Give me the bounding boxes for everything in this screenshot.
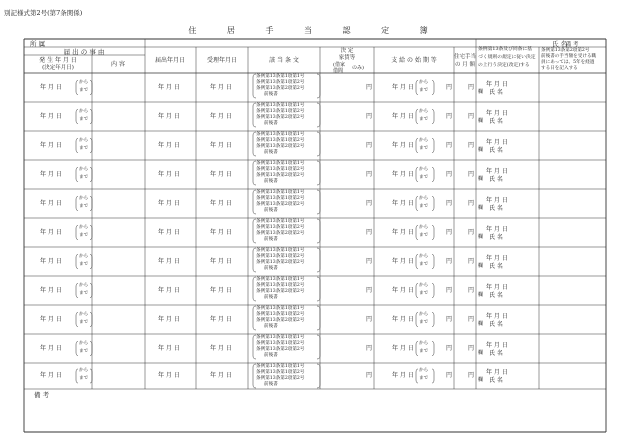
pay-from-label: から [419, 79, 429, 85]
clause-option-1: 条例第13条第1項第1号 [256, 74, 305, 79]
pay-bracket-right [432, 369, 434, 383]
note-date-cell: 年 月 日 [486, 196, 508, 204]
from-label: から [79, 311, 89, 317]
pay-from-label: から [419, 340, 429, 346]
occurrence-date-cell: 年 月 日 [40, 344, 62, 352]
clause-option-3: 条例第13条第2項第2号 [256, 347, 305, 352]
clause-option-1: 条例第13条第1項第1号 [256, 248, 305, 253]
payment-yen: 円 [446, 141, 453, 149]
pay-from-label: から [419, 368, 429, 373]
received-date-cell: 年 月 日 [210, 286, 232, 294]
notified-date-label: 届出年月日 [154, 57, 186, 64]
bracket-right [90, 168, 92, 182]
to-label: まで [79, 116, 89, 122]
clause-option-2: 条例第13条第1項第2号 [256, 225, 305, 230]
clause-option-1: 条例第13条第1項第1号 [256, 219, 305, 224]
received-date-cell: 年 月 日 [210, 112, 232, 120]
occurrence-date-cell: 年 月 日 [40, 141, 62, 149]
clause-option-3: 条例第13条第2項第2号 [256, 289, 305, 294]
occurrence-date-cell: 年 月 日 [40, 315, 62, 323]
from-label: から [79, 224, 89, 230]
pay-bracket-right [432, 81, 434, 95]
bracket-left [76, 197, 78, 211]
pay-bracket-left [416, 197, 418, 211]
received-date-cell: 年 月 日 [210, 170, 232, 178]
clause-bracket-right [317, 103, 320, 127]
clause-option-4: 前後書 [264, 150, 278, 155]
note-column-mark: 欄 [478, 146, 484, 153]
payment-date-cell: 年 月 日 [392, 372, 414, 379]
decision-yen: 円 [366, 315, 373, 323]
occurrence-date-cell: 年 月 日 [40, 170, 62, 178]
pay-from-label: から [419, 108, 429, 114]
to-label: まで [79, 348, 89, 354]
pay-from-label: から [419, 195, 429, 201]
note-name-cell: 氏 名 [489, 88, 503, 96]
clause-option-3: 条例第13条第2項第2号 [256, 115, 305, 120]
pay-bracket-right [432, 139, 434, 153]
clause-bracket-right [317, 74, 320, 98]
from-label: から [79, 137, 89, 143]
remarks-note-line: 前後書の手当額を受ける職 [541, 54, 597, 59]
pay-to-label: まで [419, 232, 429, 238]
pay-bracket-left [416, 168, 418, 182]
pay-bracket-left [416, 284, 418, 298]
clause-bracket-right [317, 335, 320, 359]
pay-bracket-left [416, 139, 418, 153]
note-name-cell: 氏 名 [489, 146, 503, 154]
bracket-left [76, 342, 78, 356]
bracket-right [90, 226, 92, 240]
pay-bracket-right [432, 110, 434, 124]
received-date-cell: 年 月 日 [210, 257, 232, 265]
pay-to-label: まで [419, 145, 429, 151]
decision-yen: 円 [366, 286, 373, 294]
payment-yen: 円 [446, 372, 453, 379]
pay-bracket-right [432, 284, 434, 298]
payment-amount-label: 支 給 の 始 期 等 [391, 57, 437, 64]
payment-yen: 円 [446, 83, 453, 91]
bracket-left [76, 284, 78, 298]
pay-bracket-right [432, 226, 434, 240]
payment-date-cell: 年 月 日 [392, 286, 414, 294]
from-label: から [79, 282, 89, 288]
payment-yen: 円 [446, 286, 453, 294]
notified-date-cell: 年 月 日 [158, 83, 180, 91]
note-column-mark: 欄 [478, 377, 484, 383]
occurrence-date-cell: 年 月 日 [40, 257, 62, 265]
decision-line1-label: 決 定 [340, 48, 354, 54]
notified-date-cell: 年 月 日 [158, 372, 180, 379]
notified-date-cell: 年 月 日 [158, 228, 180, 236]
clause-option-1: 条例第13条第1項第1号 [256, 364, 305, 369]
notification-matter-label: 届 出 の 事 由 [63, 48, 105, 56]
clause-option-2: 条例第13条第1項第2号 [256, 138, 305, 143]
clause-option-4: 前後書 [264, 295, 278, 300]
pay-bracket-right [432, 313, 434, 327]
note-date-cell: 年 月 日 [486, 341, 508, 349]
monthly-yen: 円 [468, 372, 475, 379]
notified-date-cell: 年 月 日 [158, 170, 180, 178]
to-label: まで [79, 376, 89, 381]
clause-option-4: 前後書 [264, 208, 278, 213]
clause-bracket-right [317, 248, 320, 272]
note-column-mark: 欄 [478, 88, 484, 95]
clause-option-3: 条例第13条第2項第2号 [256, 173, 305, 178]
clause-option-4: 前後書 [264, 382, 278, 387]
pay-bracket-right [432, 168, 434, 182]
received-date-cell: 年 月 日 [210, 315, 232, 323]
received-date-label: 受理年月日 [206, 57, 238, 64]
remarks-note-line: する日を記入する [541, 66, 578, 71]
payment-yen: 円 [446, 344, 453, 352]
to-label: まで [79, 232, 89, 238]
clause-option-1: 条例第13条第1項第1号 [256, 277, 305, 282]
bracket-left [76, 369, 78, 383]
note-date-cell: 年 月 日 [486, 369, 508, 376]
pay-bracket-right [432, 197, 434, 211]
clause-option-2: 条例第13条第1項第2号 [256, 370, 305, 375]
decision-yen: 円 [366, 170, 373, 178]
footer-remarks-label: 備 考 [34, 391, 50, 399]
to-label: まで [79, 203, 89, 209]
monthly-yen: 円 [468, 344, 475, 352]
notified-date-cell: 年 月 日 [158, 315, 180, 323]
clause-option-2: 条例第13条第1項第2号 [256, 109, 305, 114]
clause-note-line: づく規則の規定に従い決定 [478, 55, 536, 60]
decision-line2-label: 家賃等 [338, 55, 356, 61]
clause-note-line: の上行う決定(改定)する [478, 63, 530, 68]
note-column-mark: 欄 [478, 320, 484, 327]
clause-option-4: 前後書 [264, 121, 278, 126]
payment-date-cell: 年 月 日 [392, 141, 414, 149]
received-date-cell: 年 月 日 [210, 199, 232, 207]
pay-bracket-left [416, 81, 418, 95]
note-column-mark: 欄 [478, 262, 484, 269]
clause-bracket-right [317, 161, 320, 185]
received-date-cell: 年 月 日 [210, 372, 232, 379]
pay-bracket-right [432, 342, 434, 356]
clause-option-4: 前後書 [264, 179, 278, 184]
bracket-left [76, 313, 78, 327]
clause-option-3: 条例第13条第2項第2号 [256, 86, 305, 91]
clause-option-2: 条例第13条第1項第2号 [256, 80, 305, 85]
clause-option-4: 前後書 [264, 266, 278, 271]
bracket-right [90, 110, 92, 124]
note-date-cell: 年 月 日 [486, 80, 508, 88]
notified-date-cell: 年 月 日 [158, 257, 180, 265]
clause-bracket-right [317, 132, 320, 156]
clause-option-3: 条例第13条第2項第2号 [256, 318, 305, 323]
monthly-line1-label: 住宅手当 [453, 54, 477, 60]
bracket-left [76, 226, 78, 240]
to-label: まで [79, 290, 89, 296]
occurrence-date-cell: 年 月 日 [40, 228, 62, 236]
clause-option-2: 条例第13条第1項第2号 [256, 312, 305, 317]
affiliation-label: 所 属 [30, 40, 46, 48]
decision-yen: 円 [366, 112, 373, 120]
pay-bracket-right [432, 255, 434, 269]
clause-option-1: 条例第13条第1項第1号 [256, 190, 305, 195]
payment-date-cell: 年 月 日 [392, 112, 414, 120]
payment-date-cell: 年 月 日 [392, 83, 414, 91]
to-label: まで [79, 319, 89, 325]
payment-yen: 円 [446, 228, 453, 236]
note-column-mark: 欄 [478, 291, 484, 298]
clause-option-1: 条例第13条第1項第1号 [256, 335, 305, 340]
received-date-cell: 年 月 日 [210, 141, 232, 149]
clause-option-2: 条例第13条第1項第2号 [256, 283, 305, 288]
note-column-mark: 欄 [478, 233, 484, 240]
note-date-cell: 年 月 日 [486, 225, 508, 233]
pay-bracket-left [416, 255, 418, 269]
clause-option-2: 条例第13条第1項第2号 [256, 341, 305, 346]
note-name-cell: 氏 名 [489, 320, 503, 328]
clause-option-1: 条例第13条第1項第1号 [256, 103, 305, 108]
note-name-cell: 氏 名 [489, 233, 503, 241]
decision-lodging-label: 借間 [333, 68, 344, 74]
to-label: まで [79, 261, 89, 267]
pay-to-label: まで [419, 203, 429, 209]
notified-date-cell: 年 月 日 [158, 112, 180, 120]
note-name-cell: 氏 名 [489, 349, 503, 357]
note-date-cell: 年 月 日 [486, 109, 508, 117]
monthly-yen: 円 [468, 170, 475, 178]
monthly-yen: 円 [468, 83, 475, 91]
occurrence-date-label: 発 生 年 月 日 [39, 57, 77, 64]
decision-yen: 円 [366, 83, 373, 91]
received-date-cell: 年 月 日 [210, 228, 232, 236]
decision-yen: 円 [366, 372, 373, 379]
note-column-mark: 欄 [478, 204, 484, 211]
pay-to-label: まで [419, 348, 429, 354]
decision-yen: 円 [366, 257, 373, 265]
bracket-left [76, 168, 78, 182]
bracket-left [76, 110, 78, 124]
decision-yen: 円 [366, 141, 373, 149]
payment-date-cell: 年 月 日 [392, 228, 414, 236]
occurrence-date-cell: 年 月 日 [40, 83, 62, 91]
occurrence-date-cell: 年 月 日 [40, 199, 62, 207]
decision-yen: 円 [366, 344, 373, 352]
monthly-yen: 円 [468, 112, 475, 120]
payment-yen: 円 [446, 112, 453, 120]
bracket-right [90, 139, 92, 153]
pay-to-label: まで [419, 319, 429, 325]
pay-from-label: から [419, 166, 429, 172]
payment-date-cell: 年 月 日 [392, 257, 414, 265]
bracket-right [90, 342, 92, 356]
note-date-cell: 年 月 日 [486, 312, 508, 320]
pay-from-label: から [419, 224, 429, 230]
note-name-cell: 氏 名 [489, 117, 503, 125]
to-label: まで [79, 145, 89, 151]
occurrence-date-cell: 年 月 日 [40, 112, 62, 120]
notified-date-cell: 年 月 日 [158, 141, 180, 149]
clause-option-2: 条例第13条第1項第2号 [256, 254, 305, 259]
clause-option-3: 条例第13条第2項第2号 [256, 202, 305, 207]
notified-date-cell: 年 月 日 [158, 286, 180, 294]
bracket-right [90, 255, 92, 269]
from-label: から [79, 195, 89, 201]
note-date-cell: 年 月 日 [486, 138, 508, 146]
clause-bracket-right [317, 219, 320, 243]
clause-option-3: 条例第13条第2項第2号 [256, 260, 305, 265]
bracket-right [90, 369, 92, 383]
clause-option-3: 条例第13条第2項第2号 [256, 231, 305, 236]
note-name-cell: 氏 名 [489, 204, 503, 212]
bracket-right [90, 284, 92, 298]
decision-yen: 円 [366, 199, 373, 207]
payment-yen: 円 [446, 315, 453, 323]
payment-date-cell: 年 月 日 [392, 344, 414, 352]
pay-from-label: から [419, 282, 429, 288]
clause-option-3: 条例第13条第2項第2号 [256, 144, 305, 149]
monthly-yen: 円 [468, 286, 475, 294]
payment-date-cell: 年 月 日 [392, 315, 414, 323]
occurrence-date-cell: 年 月 日 [40, 372, 62, 379]
note-name-cell: 氏 名 [489, 262, 503, 270]
from-label: から [79, 108, 89, 114]
decision-yen: 円 [366, 228, 373, 236]
clause-bracket-right [317, 306, 320, 330]
received-date-cell: 年 月 日 [210, 344, 232, 352]
pay-to-label: まで [419, 261, 429, 267]
note-date-cell: 年 月 日 [486, 167, 508, 175]
pay-to-label: まで [419, 290, 429, 296]
clause-note-line: 条例第13条及び同条に基 [478, 47, 533, 52]
clause-bracket-right [317, 277, 320, 301]
monthly-line2-label: の 月 額 [455, 62, 475, 68]
clause-option-1: 条例第13条第1項第1号 [256, 306, 305, 311]
notified-date-cell: 年 月 日 [158, 199, 180, 207]
from-label: から [79, 340, 89, 346]
pay-from-label: から [419, 253, 429, 259]
payment-yen: 円 [446, 257, 453, 265]
pay-to-label: まで [419, 174, 429, 180]
bracket-left [76, 255, 78, 269]
bracket-left [76, 139, 78, 153]
occurrence-date-sub-label: (決定年月日) [42, 65, 74, 71]
remarks-note-line: 員にあっては、5年を経過 [541, 60, 595, 65]
note-name-cell: 氏 名 [489, 175, 503, 183]
pay-to-label: まで [419, 376, 429, 381]
note-date-cell: 年 月 日 [486, 283, 508, 291]
from-label: から [79, 79, 89, 85]
clause-bracket-right [317, 190, 320, 214]
received-date-cell: 年 月 日 [210, 83, 232, 91]
clause-option-4: 前後書 [264, 92, 278, 97]
pay-bracket-left [416, 226, 418, 240]
clause-option-2: 条例第13条第1項第2号 [256, 196, 305, 201]
pay-to-label: まで [419, 116, 429, 122]
pay-from-label: から [419, 311, 429, 317]
clause-option-4: 前後書 [264, 353, 278, 358]
decision-only-label: のみ) [352, 65, 364, 71]
decision-rent-label: (借家 [333, 62, 345, 68]
applicable-clause-label: 該 当 条 文 [269, 57, 299, 64]
clause-option-3: 条例第13条第2項第2号 [256, 376, 305, 381]
payment-yen: 円 [446, 170, 453, 178]
bracket-left [76, 81, 78, 95]
note-date-cell: 年 月 日 [486, 254, 508, 262]
clause-option-1: 条例第13条第1項第1号 [256, 132, 305, 137]
bracket-right [90, 313, 92, 327]
pay-bracket-left [416, 110, 418, 124]
monthly-yen: 円 [468, 257, 475, 265]
bracket-right [90, 81, 92, 95]
occurrence-date-cell: 年 月 日 [40, 286, 62, 294]
clause-option-1: 条例第13条第1項第1号 [256, 161, 305, 166]
pay-to-label: まで [419, 87, 429, 93]
payment-yen: 円 [446, 199, 453, 207]
notified-date-cell: 年 月 日 [158, 344, 180, 352]
bracket-right [90, 197, 92, 211]
from-label: から [79, 368, 89, 373]
note-column-mark: 欄 [478, 175, 484, 182]
clause-option-4: 前後書 [264, 237, 278, 242]
payment-date-cell: 年 月 日 [392, 170, 414, 178]
monthly-yen: 円 [468, 199, 475, 207]
name-label: 氏 名 [552, 40, 568, 48]
note-column-mark: 欄 [478, 349, 484, 356]
note-column-mark: 欄 [478, 117, 484, 124]
pay-from-label: から [419, 137, 429, 143]
pay-bracket-left [416, 369, 418, 383]
pay-bracket-left [416, 313, 418, 327]
content-label: 内 容 [111, 61, 125, 68]
monthly-yen: 円 [468, 315, 475, 323]
payment-date-cell: 年 月 日 [392, 199, 414, 207]
monthly-yen: 円 [468, 228, 475, 236]
note-name-cell: 氏 名 [489, 377, 503, 384]
monthly-yen: 円 [468, 141, 475, 149]
form-code: 別記様式第2号(第7条関係) [4, 9, 83, 17]
clause-option-4: 前後書 [264, 324, 278, 329]
to-label: まで [79, 174, 89, 180]
pay-bracket-left [416, 342, 418, 356]
note-name-cell: 氏 名 [489, 291, 503, 299]
from-label: から [79, 166, 89, 172]
form-title: 住 居 手 当 認 定 簿 [188, 26, 442, 35]
from-label: から [79, 253, 89, 259]
to-label: まで [79, 87, 89, 93]
clause-bracket-right [317, 364, 320, 388]
clause-option-2: 条例第13条第1項第2号 [256, 167, 305, 172]
remarks-note-line: 条例第13条第2項第2号 [541, 48, 590, 53]
remarks-title-label: 備 考 [565, 42, 579, 48]
